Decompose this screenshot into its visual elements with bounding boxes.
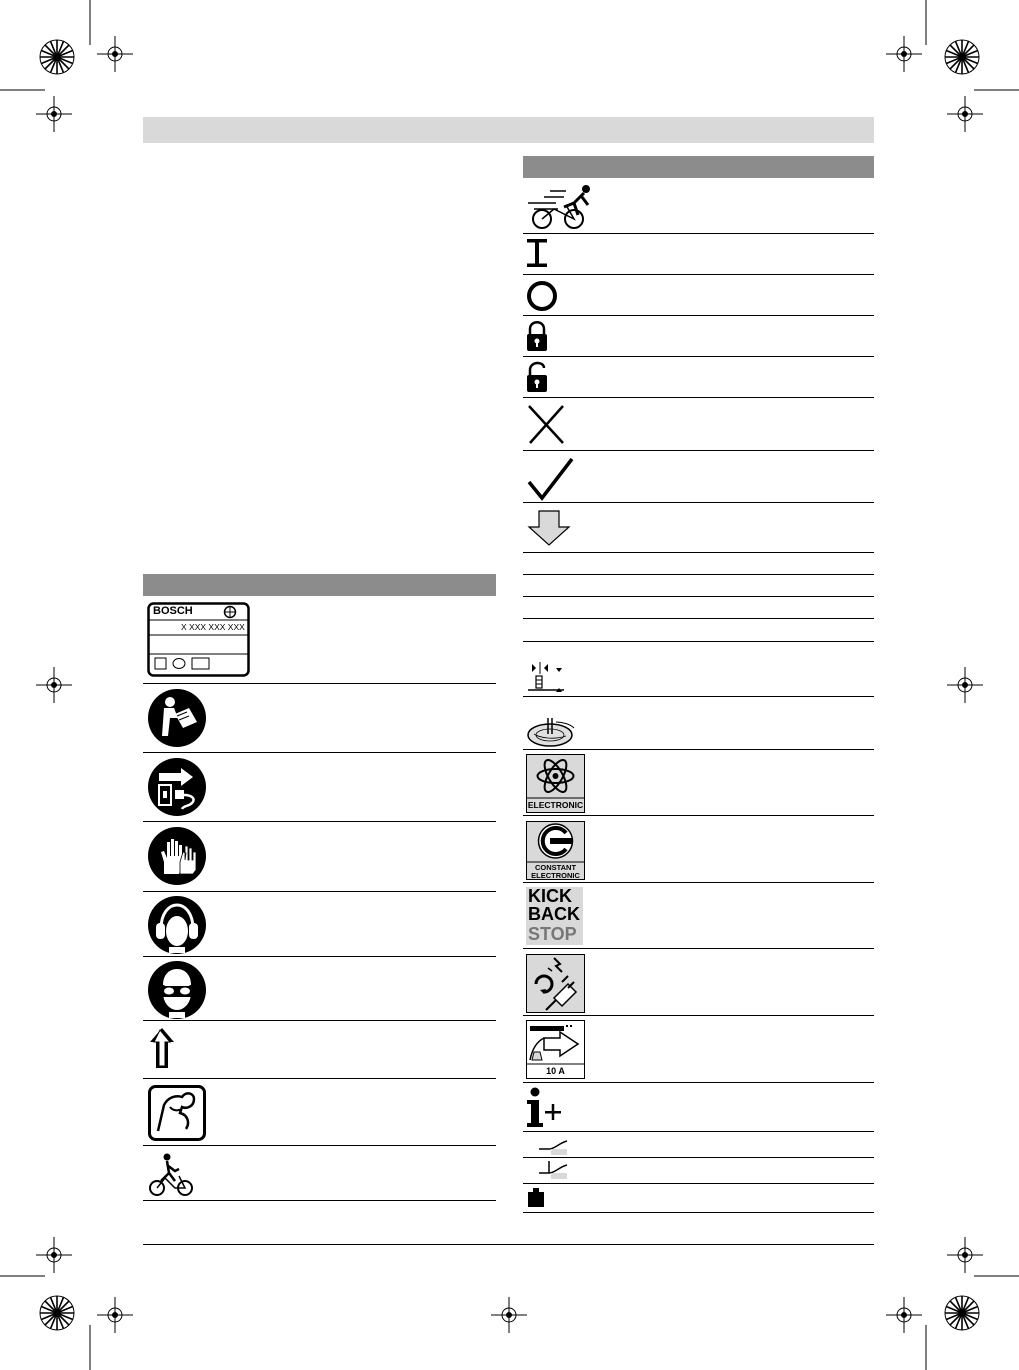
check-mark-icon: [526, 456, 576, 507]
row-divider: [523, 552, 874, 553]
nameplate-article-number: X XXX XXX XXX: [181, 622, 245, 632]
row-divider: [523, 315, 874, 316]
row-divider: [523, 274, 874, 275]
registration-mark: [947, 667, 983, 703]
cyclist-icon: [148, 1151, 196, 1202]
speeding-bicycle-icon: [526, 183, 594, 236]
registration-mark: [97, 36, 133, 72]
incline-stepped-icon: [537, 1159, 569, 1186]
saw-disc-icon: [526, 714, 578, 753]
row-divider: [523, 696, 874, 697]
registration-mark: [36, 1237, 72, 1273]
eye-protection-icon: [147, 960, 207, 1025]
row-divider: [523, 574, 874, 575]
row-divider: [523, 596, 874, 597]
cutting-depth-icon: [526, 660, 566, 701]
registration-mark: [886, 1297, 922, 1333]
up-arrow-icon: [147, 1026, 177, 1077]
row-divider: [523, 1157, 874, 1158]
registration-mark: [36, 667, 72, 703]
incline-icon: [537, 1135, 569, 1160]
section-header-right: [523, 156, 874, 178]
row-divider: [523, 641, 874, 642]
info-plus-icon: [526, 1087, 566, 1134]
page-header-bar: [143, 117, 874, 143]
star-target: [945, 1296, 979, 1330]
row-divider: [523, 618, 874, 619]
constant-label-line1: CONSTANT: [534, 863, 577, 872]
row-divider: [143, 1078, 496, 1079]
read-manual-icon: [147, 688, 207, 753]
strength-icon: [148, 1085, 206, 1146]
nameplate-icon: [147, 602, 250, 677]
restart-protection-symbol: [526, 954, 585, 1018]
row-divider: [523, 1183, 874, 1184]
lock-closed-icon: [526, 319, 548, 358]
row-divider: [523, 882, 874, 883]
switch-on-icon: [527, 239, 549, 274]
page-footer-line: [143, 1244, 874, 1245]
row-divider: [523, 450, 874, 451]
fuse-symbol: [526, 1020, 585, 1079]
switch-off-icon: [526, 280, 558, 317]
star-target: [40, 40, 74, 74]
registration-mark: [947, 1237, 983, 1273]
electronic-label: ELECTRONIC: [527, 800, 584, 810]
unplug-icon: [147, 757, 207, 822]
kick-label: KICK: [528, 886, 572, 906]
star-target: [40, 1296, 74, 1330]
row-divider: [523, 397, 874, 398]
registration-mark: [36, 96, 72, 132]
lock-open-icon: [526, 360, 548, 399]
nameplate-brand: BOSCH: [153, 605, 193, 617]
registration-mark: [947, 96, 983, 132]
ear-protection-icon: [147, 895, 207, 960]
row-divider: [523, 1082, 874, 1083]
row-divider: [523, 815, 874, 816]
kickback-stop-symbol: [526, 887, 583, 945]
registration-mark: [886, 36, 922, 72]
stop-label: STOP: [528, 924, 577, 944]
electronic-symbol: [526, 754, 585, 813]
star-target: [945, 40, 979, 74]
constant-label-line2: ELECTRONIC: [531, 871, 580, 880]
row-divider: [143, 891, 496, 892]
weight-icon: [527, 1188, 545, 1213]
down-arrow-icon: [527, 510, 571, 551]
row-divider: [523, 1131, 874, 1132]
row-divider: [143, 683, 496, 684]
registration-mark: [491, 1297, 527, 1333]
back-label: BACK: [528, 904, 580, 924]
gloves-icon: [147, 826, 207, 891]
registration-mark: [97, 1297, 133, 1333]
constant-electronic-symbol: [526, 821, 585, 880]
row-divider: [523, 356, 874, 357]
cross-mark-icon: [526, 403, 566, 450]
fuse-label: 10 A: [546, 1066, 565, 1076]
row-divider: [523, 1212, 874, 1213]
row-divider: [523, 948, 874, 949]
section-header-left: [143, 574, 496, 596]
